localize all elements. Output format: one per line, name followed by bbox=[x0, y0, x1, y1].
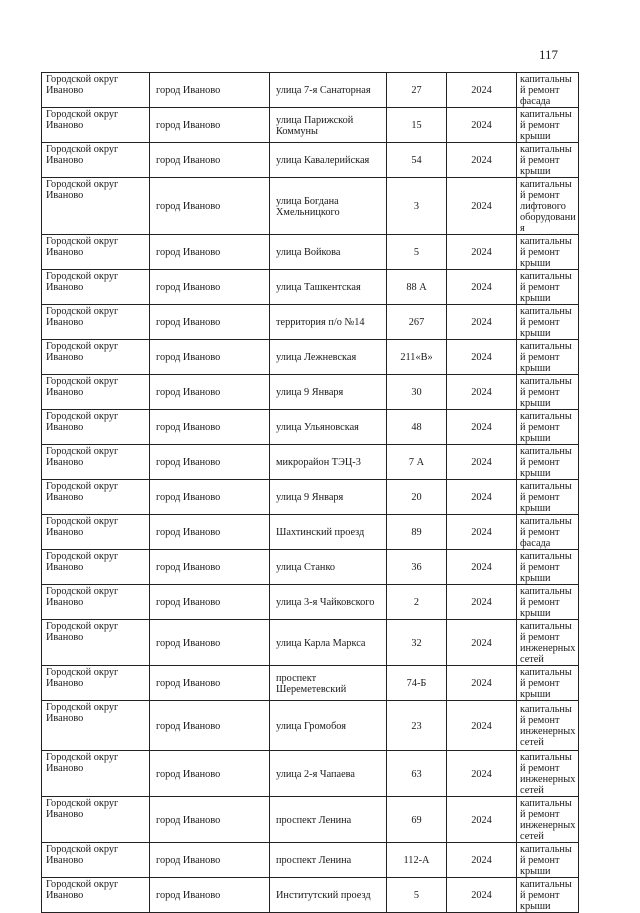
settlement-cell: город Иваново bbox=[150, 751, 270, 797]
house-number-cell: 48 bbox=[387, 410, 447, 445]
work-type-cell: капитальный ремонт крыши bbox=[517, 235, 579, 270]
municipality-cell: Городской округ Иваново bbox=[42, 375, 150, 410]
settlement-cell: город Иваново bbox=[150, 375, 270, 410]
municipality-cell: Городской округ Иваново bbox=[42, 585, 150, 620]
work-type-cell: капитальный ремонт фасада bbox=[517, 515, 579, 550]
year-cell: 2024 bbox=[447, 550, 517, 585]
settlement-cell: город Иваново bbox=[150, 515, 270, 550]
table-row bbox=[42, 620, 579, 666]
work-type-cell: капитальный ремонт крыши bbox=[517, 143, 579, 178]
work-type-cell: капитальный ремонт крыши bbox=[517, 270, 579, 305]
year-cell: 2024 bbox=[447, 108, 517, 143]
work-type-cell: капитальный ремонт лифтового оборудования bbox=[517, 178, 579, 235]
work-type-cell: капитальный ремонт крыши bbox=[517, 375, 579, 410]
street-cell: проспект Шереметевский bbox=[270, 666, 387, 701]
table-row bbox=[42, 480, 579, 515]
municipality-cell: Городской округ Иваново bbox=[42, 843, 150, 878]
street-cell: Институтский проезд bbox=[270, 878, 387, 913]
work-type-cell: капитальный ремонт крыши bbox=[517, 340, 579, 375]
table-row bbox=[42, 550, 579, 585]
year-cell: 2024 bbox=[447, 340, 517, 375]
table-row bbox=[42, 515, 579, 550]
year-cell: 2024 bbox=[447, 878, 517, 913]
settlement-cell: город Иваново bbox=[150, 178, 270, 235]
year-cell: 2024 bbox=[447, 235, 517, 270]
house-number-cell: 5 bbox=[387, 235, 447, 270]
municipality-cell: Городской округ Иваново bbox=[42, 701, 150, 751]
street-cell: проспект Ленина bbox=[270, 843, 387, 878]
municipality-cell: Городской округ Иваново bbox=[42, 445, 150, 480]
year-cell: 2024 bbox=[447, 666, 517, 701]
table-row bbox=[42, 143, 579, 178]
street-cell: улица Карла Маркса bbox=[270, 620, 387, 666]
municipality-cell: Городской округ Иваново bbox=[42, 73, 150, 108]
settlement-cell: город Иваново bbox=[150, 410, 270, 445]
settlement-cell: город Иваново bbox=[150, 878, 270, 913]
street-cell: улица Парижской Коммуны bbox=[270, 108, 387, 143]
house-number-cell: 23 bbox=[387, 701, 447, 751]
municipality-cell: Городской округ Иваново bbox=[42, 235, 150, 270]
municipality-cell: Городской округ Иваново bbox=[42, 305, 150, 340]
house-number-cell: 89 bbox=[387, 515, 447, 550]
settlement-cell: город Иваново bbox=[150, 445, 270, 480]
municipality-cell: Городской округ Иваново bbox=[42, 751, 150, 797]
municipality-cell: Городской округ Иваново bbox=[42, 797, 150, 843]
municipality-cell: Городской округ Иваново bbox=[42, 620, 150, 666]
work-type-cell: капитальный ремонт инженерных сетей bbox=[517, 751, 579, 797]
work-type-cell: капитальный ремонт крыши bbox=[517, 550, 579, 585]
house-number-cell: 30 bbox=[387, 375, 447, 410]
settlement-cell: город Иваново bbox=[150, 73, 270, 108]
year-cell: 2024 bbox=[447, 620, 517, 666]
year-cell: 2024 bbox=[447, 270, 517, 305]
street-cell: проспект Ленина bbox=[270, 797, 387, 843]
year-cell: 2024 bbox=[447, 73, 517, 108]
table-row bbox=[42, 751, 579, 797]
settlement-cell: город Иваново bbox=[150, 550, 270, 585]
house-number-cell: 74-Б bbox=[387, 666, 447, 701]
work-type-cell: капитальный ремонт фасада bbox=[517, 73, 579, 108]
table-body bbox=[42, 73, 579, 913]
house-number-cell: 211«В» bbox=[387, 340, 447, 375]
year-cell: 2024 bbox=[447, 305, 517, 340]
municipality-cell: Городской округ Иваново bbox=[42, 270, 150, 305]
house-number-cell: 20 bbox=[387, 480, 447, 515]
year-cell: 2024 bbox=[447, 178, 517, 235]
settlement-cell: город Иваново bbox=[150, 585, 270, 620]
table-row bbox=[42, 666, 579, 701]
table-row bbox=[42, 375, 579, 410]
table-row bbox=[42, 701, 579, 751]
table-row bbox=[42, 410, 579, 445]
settlement-cell: город Иваново bbox=[150, 340, 270, 375]
house-number-cell: 7 А bbox=[387, 445, 447, 480]
work-type-cell: капитальный ремонт инженерных сетей bbox=[517, 797, 579, 843]
year-cell: 2024 bbox=[447, 701, 517, 751]
municipality-cell: Городской округ Иваново bbox=[42, 480, 150, 515]
municipality-cell: Городской округ Иваново bbox=[42, 515, 150, 550]
house-number-cell: 88 А bbox=[387, 270, 447, 305]
settlement-cell: город Иваново bbox=[150, 843, 270, 878]
street-cell: улица Богдана Хмельницкого bbox=[270, 178, 387, 235]
house-number-cell: 112-А bbox=[387, 843, 447, 878]
street-cell: улица 7-я Санаторная bbox=[270, 73, 387, 108]
work-type-cell: капитальный ремонт крыши bbox=[517, 666, 579, 701]
municipality-cell: Городской округ Иваново bbox=[42, 178, 150, 235]
year-cell: 2024 bbox=[447, 143, 517, 178]
settlement-cell: город Иваново bbox=[150, 620, 270, 666]
table-row bbox=[42, 585, 579, 620]
table-row bbox=[42, 843, 579, 878]
table-row bbox=[42, 445, 579, 480]
street-cell: улица 2-я Чапаева bbox=[270, 751, 387, 797]
work-type-cell: капитальный ремонт крыши bbox=[517, 843, 579, 878]
table-row bbox=[42, 73, 579, 108]
table-row bbox=[42, 178, 579, 235]
year-cell: 2024 bbox=[447, 843, 517, 878]
street-cell: улица Ульяновская bbox=[270, 410, 387, 445]
house-number-cell: 27 bbox=[387, 73, 447, 108]
work-type-cell: капитальный ремонт крыши bbox=[517, 410, 579, 445]
house-number-cell: 54 bbox=[387, 143, 447, 178]
work-type-cell: капитальный ремонт крыши bbox=[517, 878, 579, 913]
street-cell: улица Войкова bbox=[270, 235, 387, 270]
work-type-cell: капитальный ремонт крыши bbox=[517, 445, 579, 480]
year-cell: 2024 bbox=[447, 375, 517, 410]
settlement-cell: город Иваново bbox=[150, 270, 270, 305]
settlement-cell: город Иваново bbox=[150, 701, 270, 751]
street-cell: улица Ташкентская bbox=[270, 270, 387, 305]
street-cell: территория п/о №14 bbox=[270, 305, 387, 340]
street-cell: улица Станко bbox=[270, 550, 387, 585]
year-cell: 2024 bbox=[447, 445, 517, 480]
municipality-cell: Городской округ Иваново bbox=[42, 410, 150, 445]
house-number-cell: 3 bbox=[387, 178, 447, 235]
municipality-cell: Городской округ Иваново bbox=[42, 878, 150, 913]
house-number-cell: 2 bbox=[387, 585, 447, 620]
table-row bbox=[42, 108, 579, 143]
street-cell: микрорайон ТЭЦ-3 bbox=[270, 445, 387, 480]
page-number: 117 bbox=[539, 47, 559, 62]
municipality-cell: Городской округ Иваново bbox=[42, 550, 150, 585]
table-row bbox=[42, 340, 579, 375]
house-number-cell: 32 bbox=[387, 620, 447, 666]
street-cell: улица Громобоя bbox=[270, 701, 387, 751]
house-number-cell: 267 bbox=[387, 305, 447, 340]
table-row bbox=[42, 305, 579, 340]
year-cell: 2024 bbox=[447, 515, 517, 550]
house-number-cell: 15 bbox=[387, 108, 447, 143]
year-cell: 2024 bbox=[447, 410, 517, 445]
work-type-cell: капитальный ремонт крыши bbox=[517, 585, 579, 620]
street-cell: улица Кавалерийская bbox=[270, 143, 387, 178]
year-cell: 2024 bbox=[447, 480, 517, 515]
work-type-cell: капитальный ремонт крыши bbox=[517, 480, 579, 515]
house-number-cell: 36 bbox=[387, 550, 447, 585]
house-number-cell: 63 bbox=[387, 751, 447, 797]
settlement-cell: город Иваново bbox=[150, 108, 270, 143]
table-row bbox=[42, 878, 579, 913]
year-cell: 2024 bbox=[447, 751, 517, 797]
house-number-cell: 5 bbox=[387, 878, 447, 913]
settlement-cell: город Иваново bbox=[150, 305, 270, 340]
repair-schedule-table-wrapper bbox=[41, 72, 578, 913]
street-cell: улица 9 Января bbox=[270, 480, 387, 515]
year-cell: 2024 bbox=[447, 585, 517, 620]
settlement-cell: город Иваново bbox=[150, 143, 270, 178]
work-type-cell: капитальный ремонт крыши bbox=[517, 305, 579, 340]
municipality-cell: Городской округ Иваново bbox=[42, 666, 150, 701]
settlement-cell: город Иваново bbox=[150, 797, 270, 843]
street-cell: улица 9 Января bbox=[270, 375, 387, 410]
table-row bbox=[42, 270, 579, 305]
table-row bbox=[42, 797, 579, 843]
work-type-cell: капитальный ремонт инженерных сетей bbox=[517, 620, 579, 666]
settlement-cell: город Иваново bbox=[150, 480, 270, 515]
repair-schedule-table bbox=[41, 72, 579, 913]
street-cell: улица 3-я Чайковского bbox=[270, 585, 387, 620]
table-row bbox=[42, 235, 579, 270]
municipality-cell: Городской округ Иваново bbox=[42, 340, 150, 375]
settlement-cell: город Иваново bbox=[150, 666, 270, 701]
municipality-cell: Городской округ Иваново bbox=[42, 143, 150, 178]
year-cell: 2024 bbox=[447, 797, 517, 843]
street-cell: улица Лежневская bbox=[270, 340, 387, 375]
house-number-cell: 69 bbox=[387, 797, 447, 843]
street-cell: Шахтинский проезд bbox=[270, 515, 387, 550]
settlement-cell: город Иваново bbox=[150, 235, 270, 270]
municipality-cell: Городской округ Иваново bbox=[42, 108, 150, 143]
work-type-cell: капитальный ремонт инженерных сетей bbox=[517, 701, 579, 751]
work-type-cell: капитальный ремонт крыши bbox=[517, 108, 579, 143]
